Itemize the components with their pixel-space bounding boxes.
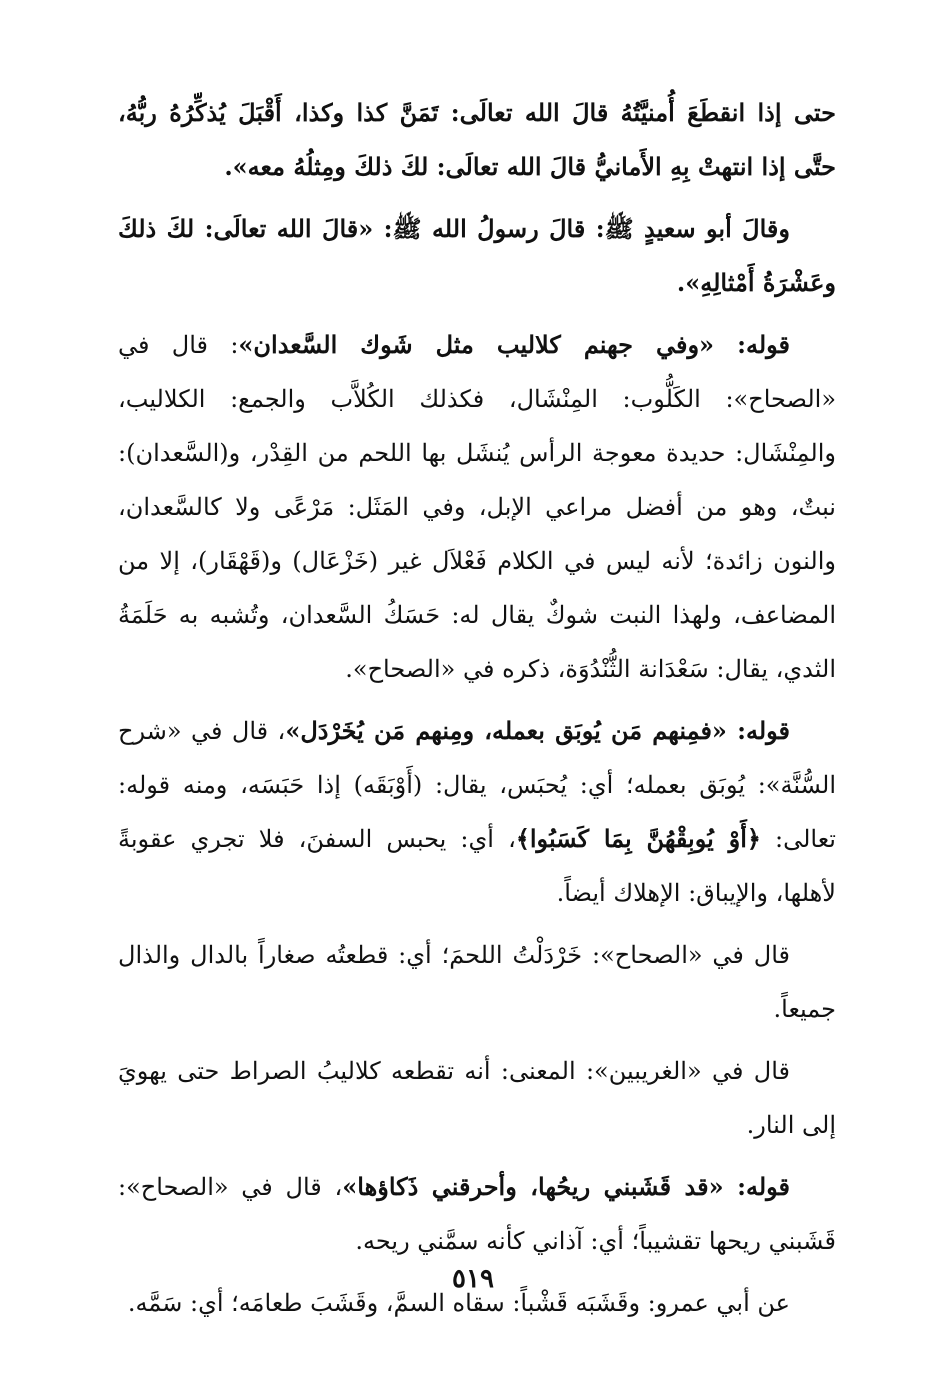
paragraph xyxy=(118,1160,836,1268)
text-segment: حتى إذا انقطَعَ أُمنيَّتُهُ قالَ الله تعالَى: تَمَنَّ كذا وكذا، أَقْبَلَ يُذكِّرُهُ ربُّهُ، حتَّى إذا انتهتْ بِهِ الأَمانيُّ قالَ الله تعالَى: لكَ ذلكَ ومِثلُهُ معه». xyxy=(118,98,836,181)
quran-verse: ﴿أَوْ يُوبِقْهُنَّ بِمَا كَسَبُوا﴾ xyxy=(515,824,761,853)
text-segment: ، قال في «الصحاح»: قَشَبني ريحها تقشيباً؛ أي: آذاني كأنه سمَّني ريحه. xyxy=(118,1173,836,1255)
body-text xyxy=(118,86,836,1330)
text-segment: قوله: «فمِنهم مَن يُوبَق بعمله، ومِنهم مَن يُخَرْدَل» xyxy=(285,716,791,745)
paragraph xyxy=(118,318,836,696)
text-segment: ، أي: يحبس السفنَ، فلا تجري عقوبةً لأهلها، والإيباق: الإهلاك أيضاً. xyxy=(118,825,836,907)
text-segment: : قال في «الصحاح»: الكَلُّوب: المِنْشَال، فكذلك الكُلاَّب والجمع: الكلاليب، والمِنْشَال: حديدة معوجة الرأس يُنشَل بها اللحم من القِدْر، و(السَّعدان): نبتٌ، وهو من أفضل مراعي الإبل، وفي المَثَل: مَرْعًى ولا كالسَّعدان، والنون زائدة؛ لأنه ليس في الكلام فَعْلاَل غير (خَزْعَال) و(قَهْقَار)، إلا من المضاعف، ولهذا النبت شوكٌ يقال له: حَسَكُ السَّعدان، وتُشبه به حَلَمَةُ الثدي، يقال: سَعْدَانة الثُّنْدُوَة، ذكره في «الصحاح». xyxy=(118,331,836,683)
text-segment: قوله: «وفي جهنم كلاليب مثل شَوك السَّعدان» xyxy=(238,330,790,359)
paragraph xyxy=(118,202,836,310)
page-number: ٥١٩ xyxy=(452,1264,494,1294)
text-segment: وقالَ أبو سعيدٍ ﷺ: قالَ رسولُ الله ﷺ: «قالَ الله تعالَى: لكَ ذلكَ وعَشْرَةُ أَمْثالِهِ». xyxy=(118,214,836,297)
text-segment: قال في «الغريبين»: المعنى: أنه تقطعه كلاليبُ الصراط حتى يهويَ إلى النار. xyxy=(118,1057,836,1139)
paragraph xyxy=(118,928,836,1036)
paragraph xyxy=(118,86,836,194)
text-segment: قال في «الصحاح»: خَرْدَلْتُ اللحمَ؛ أي: قطعتُه صغاراً بالدال والذال جميعاً. xyxy=(118,941,836,1023)
text-segment: قوله: «قد قَشَبني ريحُها، وأحرقني ذَكاؤها» xyxy=(342,1172,790,1201)
text-segment: عن أبي عمرو: وقَشَبَه قَشْباً: سقاه السمَّ، وقَشَبَ طعامَه؛ أي: سَمَّه. xyxy=(127,1289,790,1317)
paragraph xyxy=(118,1044,836,1152)
paragraph xyxy=(118,704,836,920)
text-segment: ، قال في «شرح السُّنَّة»: يُوبَق بعمله؛ أي: يُحبَس، يقال: (أَوْبَقَه) إذا حَبَسَه، ومنه قوله: تعالى: xyxy=(118,717,836,853)
